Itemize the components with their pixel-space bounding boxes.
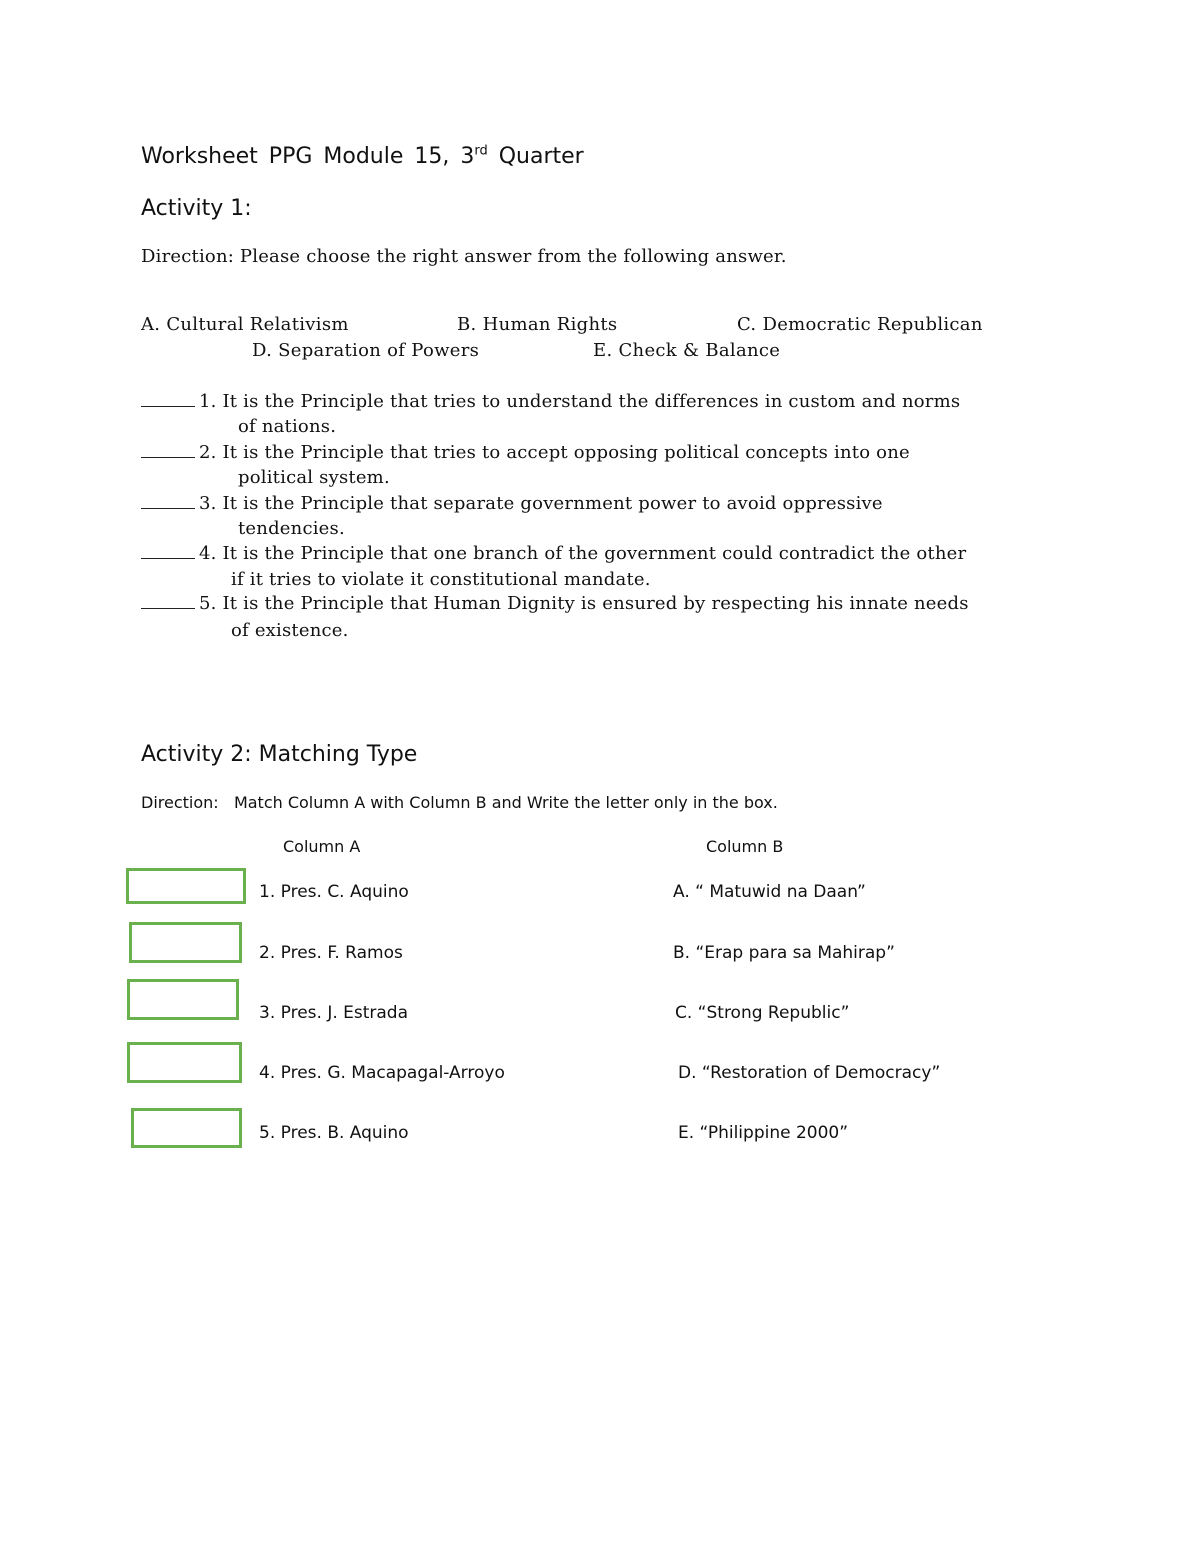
column-a-item-4: 4. Pres. G. Macapagal-Arroyo xyxy=(259,1063,505,1083)
question-2 xyxy=(141,442,910,463)
activity1-direction: Direction: Please choose the right answer from the following answer. xyxy=(141,246,787,267)
question-text: 4. It is the Principle that one branch of the government could contradict the other xyxy=(199,543,967,564)
column-b-item-c: C. “Strong Republic” xyxy=(675,1003,850,1023)
choice-a: A. Cultural Relativism xyxy=(141,314,349,335)
answer-blank[interactable] xyxy=(141,594,195,609)
answer-box-2[interactable] xyxy=(129,922,242,963)
question-5-continued: of existence. xyxy=(231,620,349,641)
question-2-continued: political system. xyxy=(238,467,390,488)
activity1-heading: Activity 1: xyxy=(141,196,252,221)
answer-blank[interactable] xyxy=(141,392,195,407)
title-main: Worksheet PPG Module 15, 3 xyxy=(141,144,475,169)
column-b-header: Column B xyxy=(706,837,784,856)
question-5 xyxy=(141,593,969,614)
answer-box-1[interactable] xyxy=(126,868,246,904)
column-b-item-d: D. “Restoration of Democracy” xyxy=(678,1063,941,1083)
worksheet-title xyxy=(141,144,584,169)
activity2-direction xyxy=(141,793,778,812)
column-b-item-a: A. “ Matuwid na Daan” xyxy=(673,882,866,902)
column-a-item-2: 2. Pres. F. Ramos xyxy=(259,943,403,963)
title-tail: Quarter xyxy=(487,144,584,169)
question-3-continued: tendencies. xyxy=(238,518,345,539)
choice-b: B. Human Rights xyxy=(457,314,618,335)
choice-c: C. Democratic Republican xyxy=(737,314,983,335)
title-superscript: rd xyxy=(474,143,488,159)
answer-box-3[interactable] xyxy=(127,979,239,1020)
column-b-item-e: E. “Philippine 2000” xyxy=(678,1123,849,1143)
question-text: 3. It is the Principle that separate government power to avoid oppressive xyxy=(199,493,883,514)
direction-label: Direction: xyxy=(141,793,219,812)
question-text: 1. It is the Principle that tries to understand the differences in custom and norms xyxy=(199,391,961,412)
answer-blank[interactable] xyxy=(141,443,195,458)
column-a-item-3: 3. Pres. J. Estrada xyxy=(259,1003,409,1023)
question-4-continued: if it tries to violate it constitutional mandate. xyxy=(231,569,651,590)
answer-blank[interactable] xyxy=(141,494,195,509)
question-text: 5. It is the Principle that Human Dignity is ensured by respecting his innate needs xyxy=(199,593,969,614)
question-3 xyxy=(141,493,883,514)
column-b-item-b: B. “Erap para sa Mahirap” xyxy=(673,943,895,963)
column-a-item-5: 5. Pres. B. Aquino xyxy=(259,1123,409,1143)
answer-box-5[interactable] xyxy=(131,1108,242,1148)
question-4 xyxy=(141,543,966,564)
answer-blank[interactable] xyxy=(141,544,195,559)
choice-e: E. Check & Balance xyxy=(593,340,781,361)
question-1-continued: of nations. xyxy=(238,416,337,437)
activity2-heading: Activity 2: Matching Type xyxy=(141,742,418,767)
column-a-item-1: 1. Pres. C. Aquino xyxy=(259,882,409,902)
direction-text: Match Column A with Column B and Write the letter only in the box. xyxy=(233,793,778,812)
question-text: 2. It is the Principle that tries to accept opposing political concepts into one xyxy=(199,442,910,463)
choice-d: D. Separation of Powers xyxy=(252,340,480,361)
column-a-header: Column A xyxy=(283,837,361,856)
answer-box-4[interactable] xyxy=(127,1042,242,1083)
question-1 xyxy=(141,391,960,412)
